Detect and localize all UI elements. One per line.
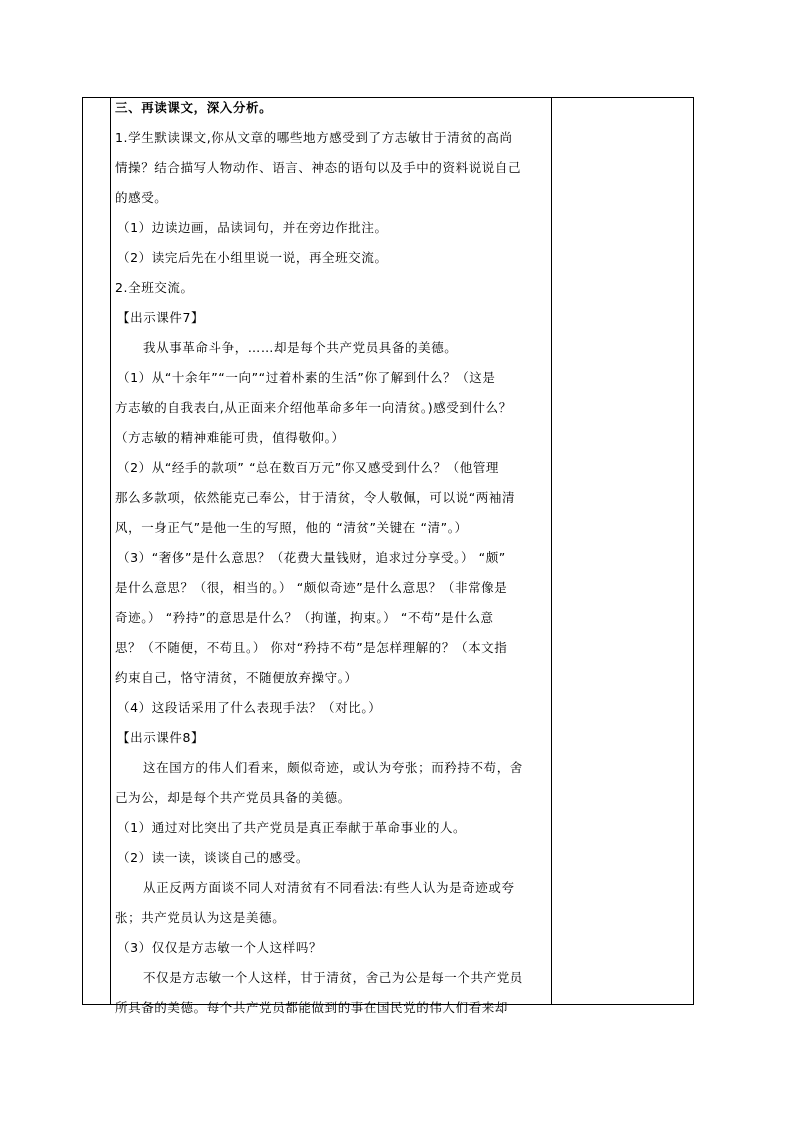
text-line: （1）通过对比突出了共产党员是真正奉献于革命事业的人。 [117,820,467,835]
text-line: （1）边读边画，品读词句，并在旁边作批注。 [117,220,388,235]
text-line: （方志敏的精神难能可贵，值得敬仰。） [115,430,345,445]
text-line: （4）这段话采用了什么表现手法？（对比。） [117,700,382,715]
text-line: 所具备的美德。每个共产党员都能做到的事在国民党的伟人们看来却 [115,1000,509,1015]
text-line: 【出示课件8】 [117,730,205,745]
text-line: （2）从“经手的款项” “总在数百万元”你又感受到什么？（他管理 [117,460,500,475]
text-line: 不仅是方志敏一个人这样，甘于清贫，舍己为公是每一个共产党员 [143,970,523,985]
text-line: 这在国方的伟人们看来，颇似奇迹，或认为夸张；而矜持不苟，舍 [143,760,523,775]
text-line: 情操？结合描写人物动作、语言、神态的语句以及手中的资料说说自己 [115,160,522,175]
column-divider-left [110,98,111,1004]
text-line: 约束自己，恪守清贫，不随便放弃操守。） [115,670,358,685]
text-line: 【出示课件7】 [117,310,205,325]
text-line: （3）“奢侈”是什么意思？（花费大量钱财，追求过分享受。） “颇” [117,550,506,565]
text-line: （1）从“十余年”“一向”“过着朴素的生活”你了解到什么？（这是 [117,370,496,385]
text-line: 思？（不随便，不苟且。） 你对“矜持不苟”是怎样理解的？（本文指 [115,640,508,655]
text-line: 那么多款项，依然能克己奉公，甘于清贫，令人敬佩，可以说“两袖清 [115,490,516,505]
text-line: 三、再读课文，深入分析。 [115,100,273,115]
text-line: （3）仅仅是方志敏一个人这样吗？ [117,940,323,955]
text-line: 奇迹。） “矜持”的意思是什么？（拘谨，拘束。） “不苟”是什么意 [115,610,494,625]
text-line: 2.全班交流。 [115,280,194,295]
text-line: 风，一身正气”是他一生的写照，他的 “清贫”关键在 “清”。） [115,520,468,535]
text-line: 己为公，却是每个共产党员具备的美德。 [115,790,351,805]
column-divider-right [551,98,552,1004]
text-line: （2）读一读，谈谈自己的感受。 [117,850,309,865]
text-line: （2）读完后先在小组里说一说，再全班交流。 [117,250,388,265]
text-line: 1.学生默读课文,你从文章的哪些地方感受到了方志敏甘于清贫的高尚 [115,130,513,145]
text-line: 张；共产党员认为这是美德。 [115,910,286,925]
text-line: 从正反两方面谈不同人对清贫有不同看法:有些人认为是奇迹或夸 [143,880,515,895]
text-line: 的感受。 [115,190,168,205]
text-line: 方志敏的自我表白,从正面来介绍他革命多年一向清贫。)感受到什么？ [115,400,512,415]
text-line: 是什么意思？（很，相当的。） “颇似奇迹”是什么意思？（非常像是 [115,580,508,595]
text-line: 我从事革命斗争，……却是每个共产党员具备的美德。 [143,340,458,355]
